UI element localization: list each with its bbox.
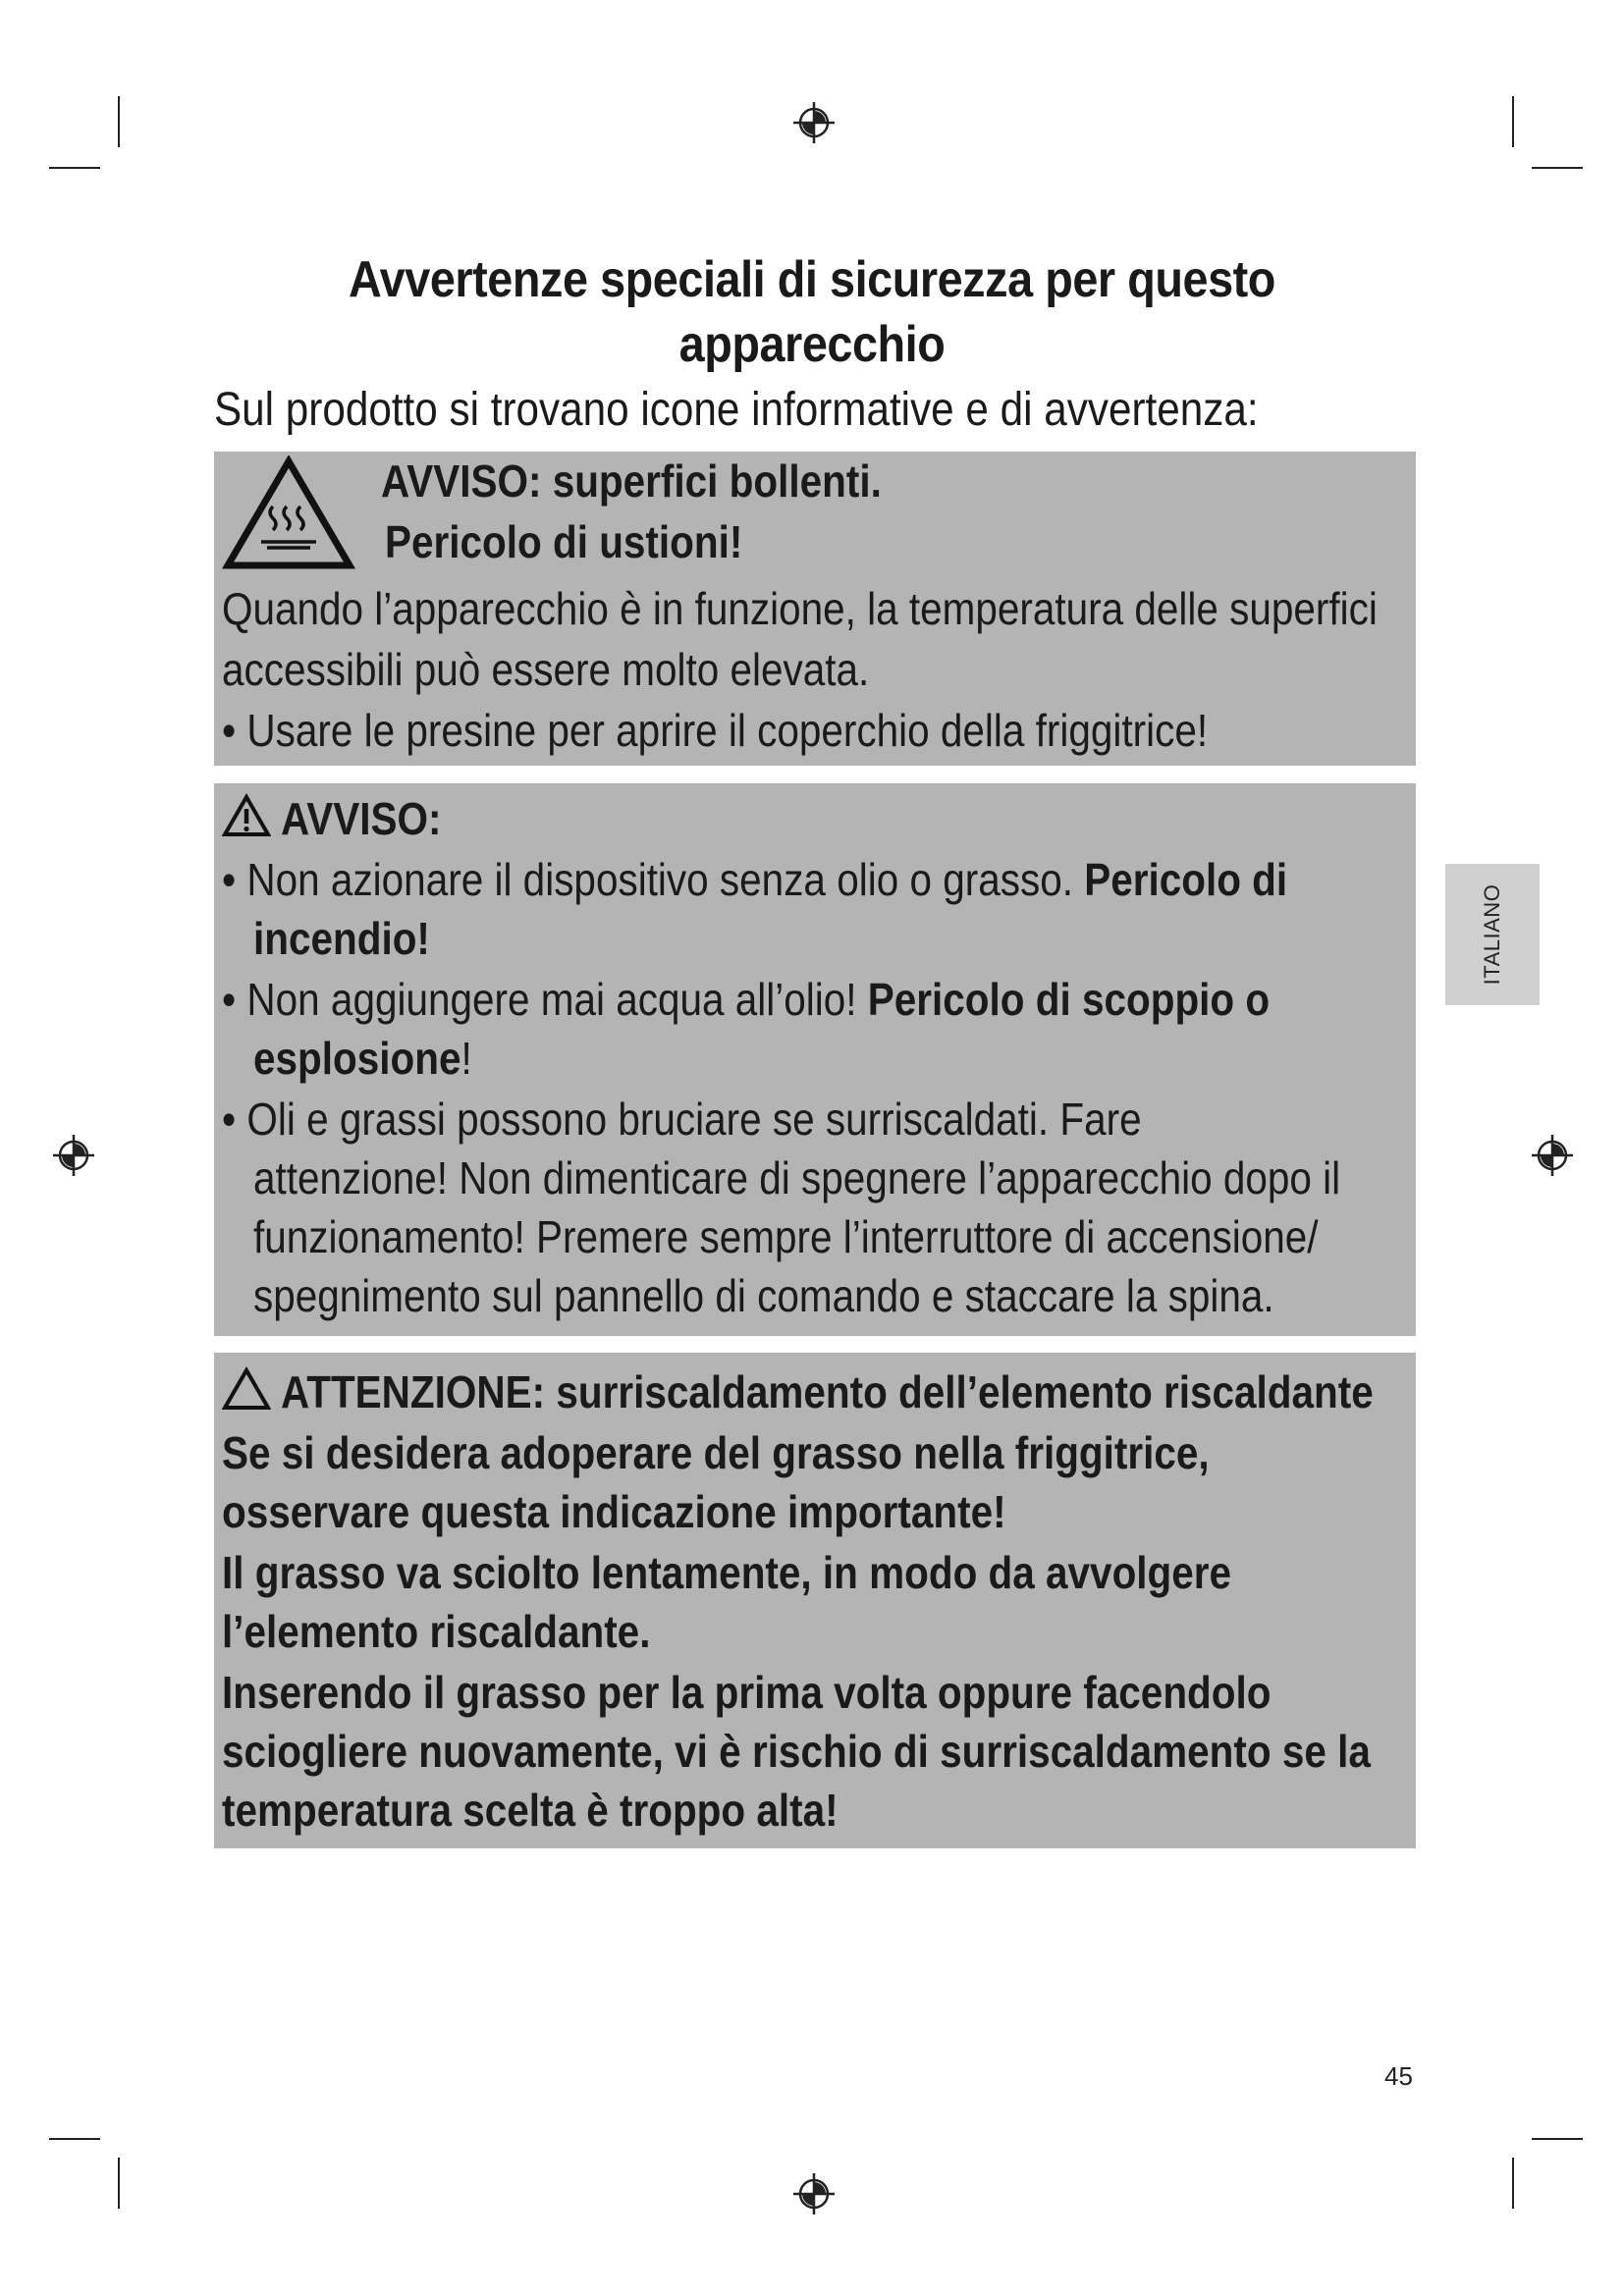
crop-mark: [49, 2138, 100, 2140]
page-title-line: apparecchio: [678, 316, 946, 373]
bullet-continuation: funzionamento! Premere sempre l’interruttore di accensione/: [253, 1211, 1319, 1262]
box3-text: osservare questa indicazione importante!: [222, 1486, 1006, 1537]
page-title-line: Avvertenze speciali di sicurezza per questo: [349, 251, 1275, 308]
bullet-continuation: spegnimento sul pannello di comando e staccare la spina.: [253, 1270, 1274, 1321]
bullet-emphasis: Pericolo di: [1084, 854, 1288, 905]
box1-heading: AVVISO: superfici bollenti.: [381, 455, 882, 507]
warning-triangle-icon: [222, 793, 271, 838]
box1-text: Quando l’apparecchio è in funzione, la temperatura delle superfici: [222, 583, 1378, 634]
box3-text: sciogliere nuovamente, vi è rischio di surriscaldamento se la: [222, 1726, 1371, 1777]
caution-triangle-icon: [222, 1366, 271, 1412]
crop-mark: [1512, 96, 1514, 147]
bullet-text: • Non aggiungere mai acqua all’olio!: [222, 974, 857, 1025]
intro-text: Sul prodotto si trovano icone informative e di avvertenza:: [214, 384, 1259, 436]
hot-surface-warning-icon: [222, 455, 355, 571]
bullet-continuation: incendio!: [253, 913, 430, 964]
crop-mark: [1532, 2138, 1583, 2140]
box1-text: accessibili può essere molto elevata.: [222, 644, 870, 695]
language-tab-label: ITALIANO: [1480, 883, 1504, 986]
registration-mark-icon: [1530, 1133, 1575, 1178]
crop-mark: [49, 167, 100, 169]
box3-text: Il grasso va sciolto lentamente, in modo da avvolgere: [222, 1547, 1232, 1598]
page-number: 45: [1384, 2061, 1413, 2091]
bullet-emphasis: Pericolo di scoppio o: [867, 974, 1271, 1025]
crop-mark: [118, 2158, 120, 2209]
box1-subheading: Pericolo di ustioni!: [385, 516, 743, 567]
registration-mark-icon: [791, 2171, 837, 2216]
box2-bullet: [222, 970, 1270, 1029]
box2-bullet: [222, 850, 1287, 909]
box3-text: Se si desidera adoperare del grasso nella friggitrice,: [222, 1427, 1210, 1478]
page-title: [276, 247, 1349, 377]
box2-bullet: • Oli e grassi possono bruciare se surriscaldati. Fare: [222, 1094, 1142, 1145]
registration-mark-icon: [51, 1133, 96, 1178]
language-tab: [1445, 864, 1540, 1005]
caution-label: ATTENZIONE: [281, 1366, 532, 1417]
bullet-continuation: attenzione! Non dimenticare di spegnere l’apparecchio dopo il: [253, 1152, 1341, 1203]
registration-mark-icon: [791, 100, 837, 145]
box3-text: Inserendo il grasso per la prima volta oppure facendolo: [222, 1667, 1272, 1718]
crop-mark: [1532, 167, 1583, 169]
bullet-emphasis: esplosione: [253, 1033, 461, 1084]
bullet-text: !: [460, 1033, 472, 1084]
bullet-text: • Non azionare il dispositivo senza olio o grasso.: [222, 854, 1073, 905]
crop-mark: [118, 96, 120, 147]
box3-text: temperatura scelta è troppo alta!: [222, 1785, 839, 1836]
crop-mark: [1512, 2158, 1514, 2209]
bullet-continuation: [253, 1029, 472, 1088]
box3-heading: [281, 1362, 1374, 1421]
box3-text: l’elemento riscaldante.: [222, 1606, 651, 1657]
box2-heading: AVVISO:: [281, 793, 442, 844]
box1-bullet: • Usare le presine per aprire il coperchio della friggitrice!: [222, 705, 1209, 756]
caution-title: : surriscaldamento dell’elemento riscaldante: [531, 1366, 1374, 1417]
